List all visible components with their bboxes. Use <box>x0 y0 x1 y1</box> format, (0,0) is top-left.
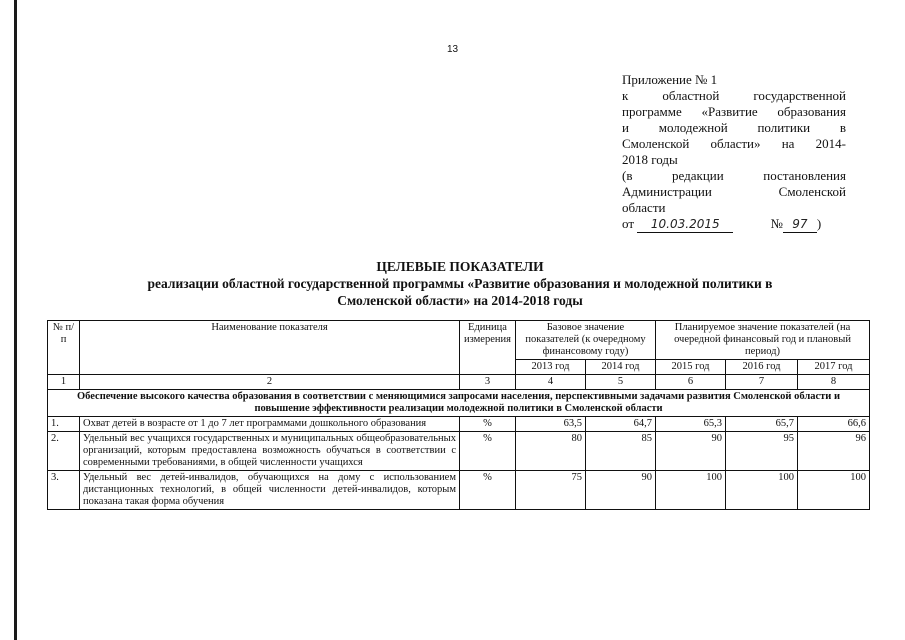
row-value: 96 <box>798 432 870 471</box>
appendix-line: Смоленской области» на 2014- <box>622 136 846 151</box>
row-num: 3. <box>48 471 80 510</box>
row-num: 1. <box>48 417 80 432</box>
row-value: 100 <box>656 471 726 510</box>
appendix-line: программе «Развитие образования <box>622 104 846 119</box>
table-header-row <box>48 321 870 360</box>
column-number: 4 <box>516 375 586 390</box>
header-planned: Планируемое значение показателей (на очередной финансовый год и плановый период) <box>656 321 870 360</box>
header-year: 2015 год <box>656 360 726 375</box>
handwritten-number: 97 <box>783 216 817 233</box>
row-value: 95 <box>726 432 798 471</box>
handwritten-date: 10.03.2015 <box>637 216 733 233</box>
row-value: 75 <box>516 471 586 510</box>
column-number-row <box>48 375 870 390</box>
title-line-1: ЦЕЛЕВЫЕ ПОКАЗАТЕЛИ <box>376 259 544 274</box>
row-value: 65,3 <box>656 417 726 432</box>
appendix-line: и молодежной политики в <box>622 120 846 135</box>
header-year: 2013 год <box>516 360 586 375</box>
closing-paren: ) <box>816 216 822 231</box>
appendix-line: 2018 годы <box>622 152 678 167</box>
from-prefix: от <box>622 216 635 231</box>
appendix-line: (в редакции постановления <box>622 168 846 183</box>
header-unit: Единица измерения <box>460 321 516 375</box>
column-number: 7 <box>726 375 798 390</box>
column-number: 2 <box>80 375 460 390</box>
title-line-3: Смоленской области» на 2014-2018 годы <box>337 293 583 308</box>
scan-edge-line <box>14 0 17 640</box>
appendix-line: Администрации Смоленской <box>622 184 846 199</box>
column-number: 8 <box>798 375 870 390</box>
column-number: 6 <box>656 375 726 390</box>
table-row <box>48 432 870 471</box>
row-name: Удельный вес учащихся государственных и муниципальных общеобразовательных организаций, которым предоставлена возможность обучаться в соответствии с современными требованиями, в общей численности учащихся <box>80 432 460 471</box>
header-year: 2014 год <box>586 360 656 375</box>
row-value: 80 <box>516 432 586 471</box>
row-name: Удельный вес детей-инвалидов, обучающихся на дому с использованием дистанционных технологий, в общей численности детей-инвалидов, которым показана такая форма обучения <box>80 471 460 510</box>
appendix-line: к областной государственной <box>622 88 846 103</box>
row-value: 66,6 <box>798 417 870 432</box>
row-unit: % <box>460 417 516 432</box>
appendix-line: области <box>622 200 666 215</box>
column-number: 5 <box>586 375 656 390</box>
row-value: 65,7 <box>726 417 798 432</box>
header-num: № п/п <box>48 321 80 375</box>
appendix-block <box>622 72 846 233</box>
row-value: 100 <box>798 471 870 510</box>
row-value: 64,7 <box>586 417 656 432</box>
table-row <box>48 471 870 510</box>
row-name: Охват детей в возрасте от 1 до 7 лет программами дошкольного образования <box>80 417 460 432</box>
header-year: 2016 год <box>726 360 798 375</box>
title-line-2: реализации областной государственной программы «Развитие образования и молодежной политики в <box>147 276 773 291</box>
number-prefix: № <box>770 216 783 231</box>
row-value: 100 <box>726 471 798 510</box>
row-unit: % <box>460 432 516 471</box>
header-name: Наименование показателя <box>80 321 460 375</box>
column-number: 3 <box>460 375 516 390</box>
document-title <box>80 258 840 309</box>
row-value: 63,5 <box>516 417 586 432</box>
page-number: 13 <box>446 44 459 55</box>
column-number: 1 <box>48 375 80 390</box>
row-value: 85 <box>586 432 656 471</box>
row-unit: % <box>460 471 516 510</box>
row-value: 90 <box>656 432 726 471</box>
appendix-line: Приложение № 1 <box>622 72 718 87</box>
header-base: Базовое значение показателей (к очередному финансовому году) <box>516 321 656 360</box>
row-num: 2. <box>48 432 80 471</box>
row-value: 90 <box>586 471 656 510</box>
header-year: 2017 год <box>798 360 870 375</box>
appendix-date-line <box>622 216 846 233</box>
indicators-table <box>47 320 870 510</box>
section-row <box>48 390 870 417</box>
section-title: Обеспечение высокого качества образования в соответствии с меняющимися запросами населения, перспективными задачами развития Смоленской области и повышение эффективности реализации молодежной политики в Смоленской области <box>48 390 870 417</box>
table-row <box>48 417 870 432</box>
